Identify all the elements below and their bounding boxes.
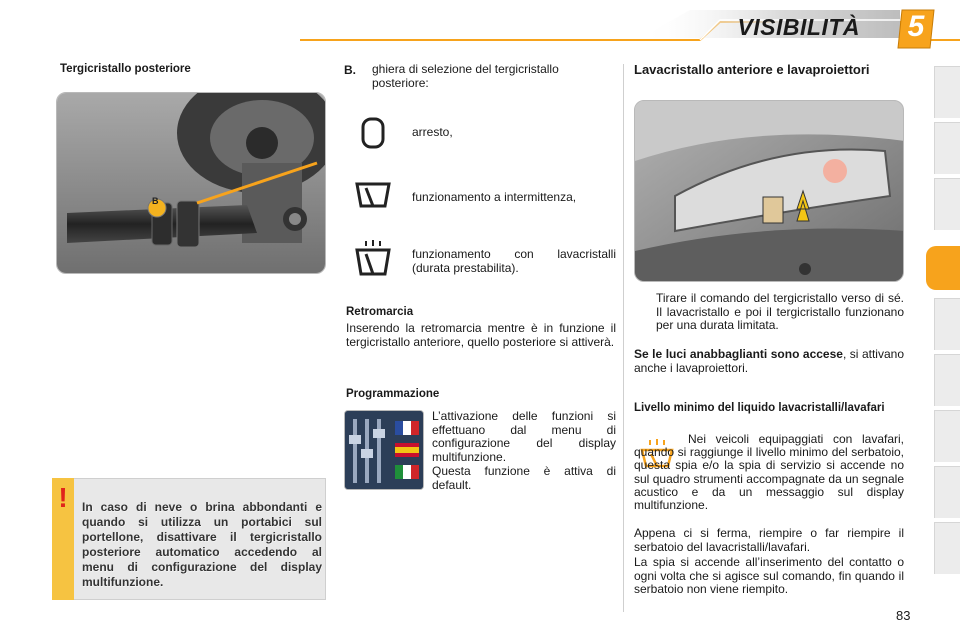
column-divider: [623, 64, 624, 612]
mode-off-text: arresto,: [412, 125, 453, 139]
programming-text-1: L’attivazione delle funzioni si effettuano dal menu di configurazione del display multifunzione.: [432, 409, 616, 464]
dipped-beam-lead: Se le luci anabbaglianti sono accese: [634, 347, 843, 361]
header-bar: [0, 0, 960, 46]
chapter-tab-rail: [928, 66, 960, 586]
fluid-level-text: Nei veicoli equipaggiati con lavafari, quando si raggiunge il livello minimo del serbatoio, questa spia e/o la spia di servizio si accende no sul quadro strumenti accompagnate da un segnale acustico e da un messaggio sul display multifunzione.: [634, 432, 904, 513]
chapter-tab[interactable]: [934, 466, 960, 518]
warning-text: In caso di neve o brina abbondanti e quando si utilizza un portabici sul portellone, disattivare il tergicristallo posteriore automatico accedendo al menu di configurazione del display multifunzione.: [82, 500, 322, 589]
chapter-tab[interactable]: [934, 178, 960, 230]
config-menu-illustration: [345, 411, 424, 490]
photo-callout-b: B: [152, 196, 159, 206]
b-label: B.: [344, 63, 356, 77]
chapter-tab[interactable]: [934, 122, 960, 174]
chapter-tab[interactable]: [934, 66, 960, 118]
chapter-tab[interactable]: [934, 522, 960, 574]
page-number: 83: [896, 608, 911, 623]
wiper-off-icon: [358, 116, 388, 150]
chapter-badge: [896, 6, 936, 52]
refill-text: Appena ci si ferma, riempire o far riempire il serbatoio del lavacristalli/lavafari.: [634, 526, 904, 554]
b-description: ghiera di selezione del tergicristallo posteriore:: [372, 62, 559, 90]
chapter-tab[interactable]: [934, 410, 960, 462]
wiper-washer-icon: [354, 238, 392, 280]
reverse-heading: Retromarcia: [346, 306, 414, 318]
headlamp-photo: [634, 100, 904, 282]
steering-column-photo: [56, 92, 326, 274]
warning-light-text: La spia si accende all’inserimento del contatto o ogni volta che si agisce sul comando, fin quando il serbatoio non viene riempito.: [634, 555, 904, 596]
display-menu-image: [344, 410, 424, 490]
warning-icon: !: [58, 482, 68, 513]
chapter-tab-active[interactable]: [926, 246, 960, 290]
page-title: VISIBILITÀ: [737, 14, 860, 40]
programming-heading: Programmazione: [346, 388, 440, 400]
steering-stalk-illustration: [57, 93, 326, 274]
chapter-number: 5: [907, 10, 925, 43]
reverse-text: Inserendo la retromarcia mentre è in funzione il tergicristallo anteriore, quello posteriore si attiverà.: [346, 321, 616, 349]
chapter-tab[interactable]: [934, 354, 960, 406]
chapter-tab[interactable]: [934, 298, 960, 350]
wiper-intermittent-icon: [354, 178, 392, 212]
programming-text-2: Questa funzione è attiva di default.: [432, 464, 616, 492]
mode-intermittent-text: funzionamento a intermittenza,: [412, 190, 577, 204]
headlamp-washer-illustration: [635, 101, 904, 282]
headlamp-washer-note: [634, 348, 904, 375]
mode-washer-text: funzionamento con lavacristalli (durata prestabilita).: [412, 247, 616, 275]
fluid-level-heading: Livello minimo del liquido lavacristalli/lavafari: [634, 402, 885, 414]
front-washer-heading: Lavacristallo anteriore e lavaproiettori: [634, 62, 870, 77]
rear-wiper-heading: Tergicristallo posteriore: [60, 63, 191, 75]
pull-stalk-instruction: Tirare il comando del tergicristallo verso di sé. Il lavacristallo e poi il tergicristallo funzionano per una durata limitata.: [656, 291, 904, 332]
dipped-beam-rest: , si attivano anche i lavaproiettori.: [634, 347, 904, 375]
